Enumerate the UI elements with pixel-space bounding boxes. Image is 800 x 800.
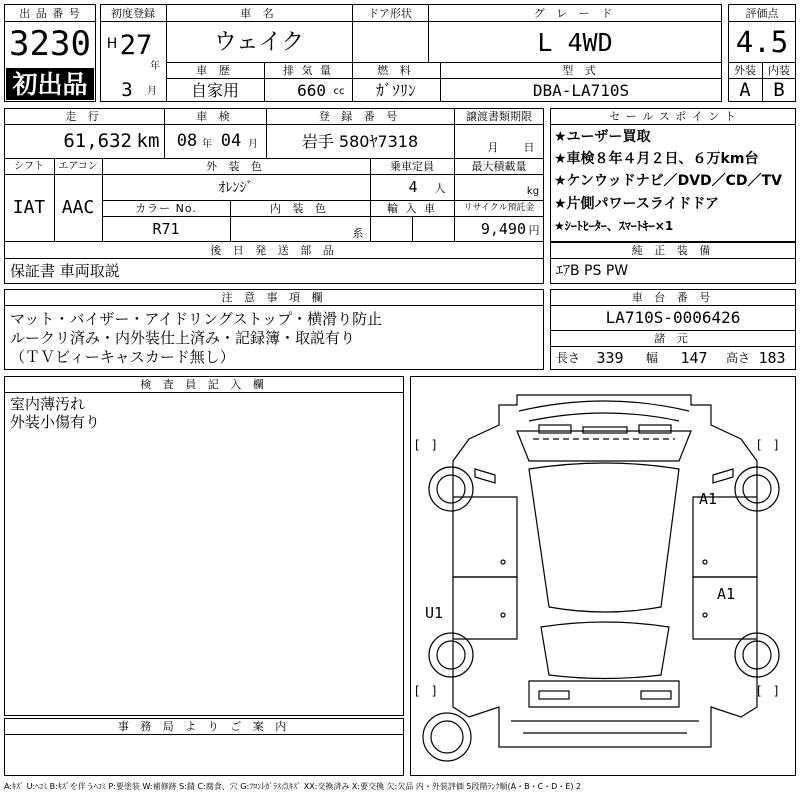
grade-label: グ レ ー ド [533,6,617,20]
equipment: ｴｱB PS PW [556,263,629,279]
interior-label: 内装 [768,63,790,77]
first-listing-badge: 初出品 [6,68,94,100]
later-parts-label: 後 日 発 送 部 品 [210,243,338,257]
exterior-label: 外装 [734,63,756,77]
ext-color-label: 外 装 色 [206,160,266,173]
capacity-unit: 人 [434,181,446,195]
legend: A:ｷｽﾞ U:ﾍｺﾐ B:ｷｽﾞを伴うﾍｺﾐ P:要塗装 W:補修跡 S:錆 C:腐食、穴 G:ﾌﾛﾝﾄｶﾞﾗｽ点ｷｽﾞ XX:交換済み X:要交換 欠:欠品 内・外装評価 5段階ﾗﾝｸ順(A・B・C・D・E) 2 [4,782,582,791]
grade: L 4WD [537,27,613,57]
ext-color: ｵﾚﾝｼﾞ [218,179,254,196]
inspector-line: 室内薄汚れ [10,395,86,413]
office-label: 事 務 局 よ り ご 案 内 [117,720,291,733]
interior-grade: B [773,79,785,101]
width: 147 [680,348,708,367]
capacity-label: 乗車定員 [390,160,434,173]
load-label: 最大積載量 [471,160,527,173]
body-outline [453,395,757,747]
inspection-year: 08 [176,131,198,151]
recycle: 9,490 [480,219,526,238]
inspection-label: 車 検 [196,110,234,123]
notes-label: 注 意 事 項 欄 [221,291,327,304]
length-label: 長さ [555,351,580,365]
int-color-label: 内 装 色 [270,202,330,215]
ac: AAC [61,197,95,218]
mileage-label: 走 行 [65,110,103,123]
car-diagram [411,377,796,776]
import-label: 輸 入 車 [387,202,437,215]
transfer-month-unit: 月 [487,140,499,154]
recycle-unit: 円 [528,223,540,237]
damage-mark: U1 [425,604,444,622]
transfer-label: 譲渡書類期限 [466,110,532,123]
inspection-year-unit: 年 [202,139,212,150]
damage-mark: A1 [717,585,736,603]
model: DBA-LA710S [532,80,630,100]
note-line: （ＴＶビィーキャスカード無し） [10,348,235,366]
fuel-label: 燃 料 [377,63,415,77]
sales-point: ★片側パワースライドドア [554,196,720,212]
recycle-label: リサイクル預託金 [463,203,535,213]
lot-number: 3230 [9,24,91,64]
height: 183 [758,348,786,367]
history: 自家用 [190,80,239,100]
spare-wheel [423,713,471,761]
sales-point: ★ユーザー買取 [554,129,651,145]
mileage-unit: km [136,130,160,152]
color-no-label: カラー No. [135,202,197,215]
bracket-mark: [ ] [757,684,779,698]
wheel-rear-left [429,633,473,677]
bracket-mark: [ ] [415,684,437,698]
door-label: ドア形状 [368,6,412,20]
score: 4.5 [735,24,789,59]
transfer-day-unit: 日 [523,140,535,154]
lot-label: 出 品 番 号 [19,6,81,20]
damage-mark: A1 [699,490,718,508]
fuel: ｶﾞｿﾘﾝ [375,80,416,100]
exterior-grade: A [739,79,751,101]
car-diagram-box [410,376,796,776]
inspection-month-unit: 月 [248,139,258,150]
wheel-front-left [429,467,473,511]
score-label: 評価点 [745,6,779,20]
shift: IAT [12,197,46,218]
shift-label: シフト [14,160,44,172]
sales-point: ★ケンウッドナビ／DVD／CD／TV [554,173,782,189]
sales-points-label: セ ー ル ス ポ イ ン ト [609,110,737,123]
reg-month: 3 [121,78,133,101]
displacement: 660 [297,80,326,100]
month-unit: 月 [147,86,157,97]
spec-label: 諸 元 [654,332,692,345]
roof-outline [529,463,679,612]
bracket-mark: [ ] [757,438,779,452]
sales-points-list [550,127,796,241]
note-line: マット・バイザー・アイドリングストップ・横滑り防止 [10,310,383,328]
plate: 岩手 580ﾔ7318 [301,131,419,151]
car-name-label: 車 名 [240,6,278,20]
sales-point: ★車検８年４月２日、６万km台 [554,151,759,167]
chassis-label: 車 台 番 号 [631,291,715,304]
car-name: ウェイク [213,28,305,55]
int-color-unit: 系 [352,226,364,240]
color-no: R71 [152,219,180,238]
length: 339 [596,348,624,367]
later-parts: 保証書 車両取説 [10,261,120,280]
load-unit: kg [526,186,540,197]
inspection-month: 04 [220,131,242,151]
sales-point: ★ｼｰﾄﾋｰﾀｰ、ｽﾏｰﾄｷｰ×1 [554,219,674,233]
chassis-number: LA710S-0006426 [605,308,741,327]
displacement-label: 排 気 量 [283,63,333,77]
displacement-unit: cc [333,86,345,97]
inspector-label: 検 査 員 記 入 欄 [140,378,268,391]
era: H [106,36,118,52]
plate-label: 登 録 番 号 [318,110,402,123]
note-line: ルークリ済み・内外装仕上済み・記録簿・取説有り [10,329,356,347]
height-label: 高さ [725,351,750,365]
ac-label: エアコン [58,160,98,172]
bracket-mark: [ ] [415,438,437,452]
mileage: 61,632 [63,130,132,152]
width-label: 幅 [645,351,658,365]
reg-year: 27 [119,29,153,61]
inspector-line: 外装小傷有り [10,413,101,431]
year-unit: 年 [150,61,160,72]
history-label: 車 歴 [196,63,234,77]
equipment-label: 純 正 装 備 [631,244,715,257]
model-label: 型 式 [562,63,600,77]
capacity: 4 [408,178,418,196]
first-reg-label: 初度登録 [111,6,155,20]
door-value [352,22,428,62]
